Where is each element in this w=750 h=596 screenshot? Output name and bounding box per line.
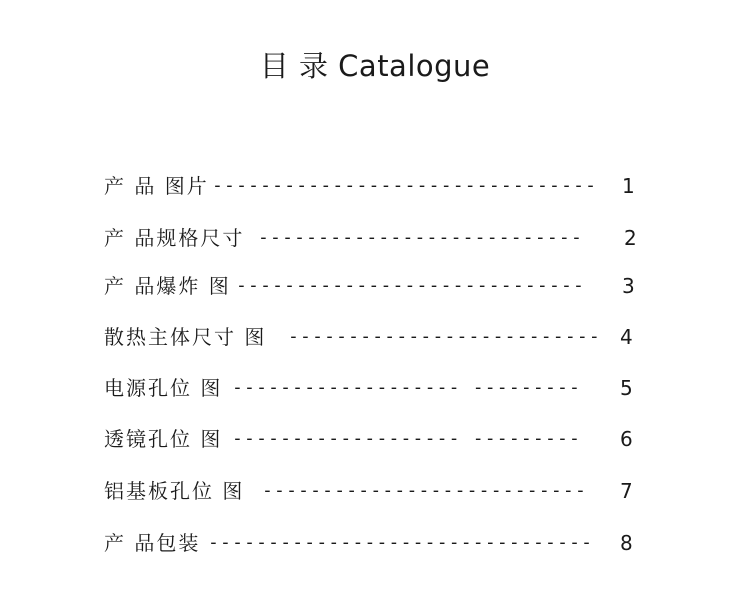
toc-entry-page: 1: [622, 174, 635, 198]
toc-entry-leader: --------------------------------: [208, 532, 594, 553]
toc-entry-4[interactable]: [104, 323, 644, 351]
toc-entry-leader: ------------------- ---------: [232, 428, 582, 449]
toc-entry-6[interactable]: [104, 425, 644, 453]
toc-entry-label: 产 品 图片: [104, 174, 209, 198]
toc-entry-label: 产 品规格尺寸: [104, 226, 245, 250]
toc-entry-page: 4: [620, 325, 633, 349]
toc-entry-page: 7: [620, 479, 633, 503]
toc-entry-leader: ---------------------------: [262, 480, 587, 501]
toc-entry-label: 散热主体尺寸 图: [104, 325, 267, 349]
toc-entry-page: 2: [624, 226, 637, 250]
toc-entry-7[interactable]: [104, 477, 644, 505]
toc-entry-5[interactable]: [104, 374, 644, 402]
toc-entry-leader: --------------------------------: [212, 175, 598, 196]
toc-entry-label: 透镜孔位 图: [104, 427, 223, 451]
toc-entry-8[interactable]: [104, 529, 644, 557]
toc-entry-page: 8: [620, 531, 633, 555]
toc-entry-page: 3: [622, 274, 635, 298]
toc-entry-page: 6: [620, 427, 633, 451]
toc-entry-leader: ---------------------------: [258, 227, 583, 248]
page-title: 目 录 Catalogue: [259, 49, 491, 83]
toc-entry-label: 电源孔位 图: [104, 376, 223, 400]
toc-entry-leader: ------------------- ---------: [232, 377, 582, 398]
toc-entry-leader: -----------------------------: [236, 275, 586, 296]
toc-entry-label: 铝基板孔位 图: [104, 479, 245, 503]
toc-entry-label: 产 品包装: [104, 531, 201, 555]
toc-entry-label: 产 品爆炸 图: [104, 274, 231, 298]
toc-entry-2[interactable]: [104, 224, 644, 252]
toc-entry-3[interactable]: [104, 272, 644, 300]
toc-entry-page: 5: [620, 376, 633, 400]
toc-entry-1[interactable]: [104, 172, 644, 200]
toc-entry-leader: --------------------------: [288, 326, 601, 347]
